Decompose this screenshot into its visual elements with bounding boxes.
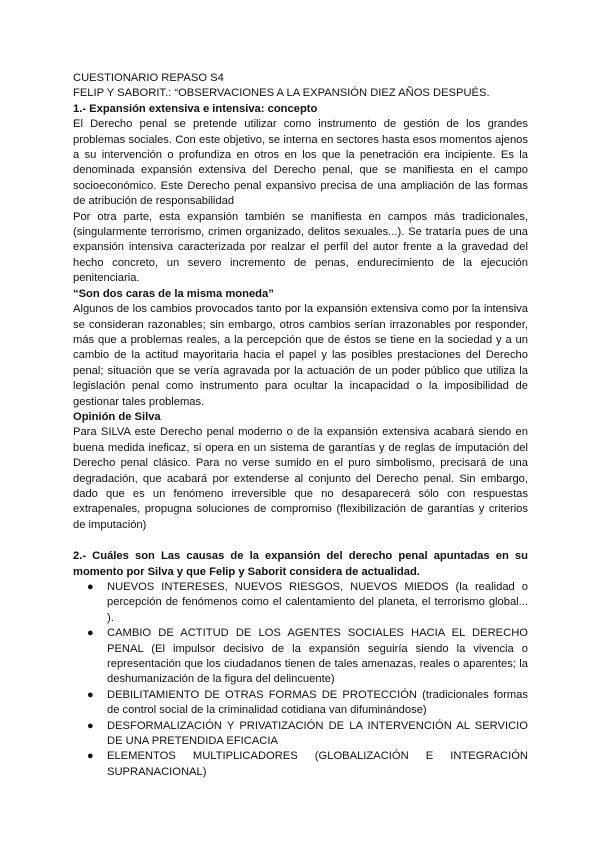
section-1-heading: 1.- Expansión extensiva e intensiva: concepto (73, 102, 318, 115)
list-item (87, 719, 528, 750)
list-item (87, 626, 528, 688)
section-2-heading: 2.- Cuáles son Las causas de la expansión del derecho penal apuntadas en su momento por Silva y que Felip y Saborit considera de actualidad. (73, 550, 528, 578)
bullet-icon: ● (87, 581, 94, 593)
section-1-paragraph-3: Algunos de los cambios provocados tanto por la expansión extensiva como por la intensiva se consideran razonables; sin embargo, otros cambios serían irrazonables por responder, más que a problemas reales, a la percepción que de éstos se tiene en la sociedad y a un cambio de la actitud mayoritaria hacia el papel y las posibles prestaciones del Derecho penal; situación que se vería agravada por la actuación de un poder público que utiliza la legislación penal como instrumento para ocultar la incapacidad o la imposibilidad de gestionar tales problemas. (73, 303, 528, 408)
list-item (87, 580, 528, 626)
list-item-text: ELEMENTOS MULTIPLICADORES (GLOBALIZACIÓN E INTEGRACIÓN SUPRANACIONAL) (107, 750, 528, 778)
list-item-text: CAMBIO DE ACTITUD DE LOS AGENTES SOCIALES HACIA EL DERECHO PENAL (El impulsor decisivo de la expansión seguiría siendo la vivencia o representación que los ciudadanos tienen de tales amenazas, reales o aparentes; la deshumanización de la figura del delincuente) (107, 627, 528, 686)
causes-list (73, 580, 528, 780)
document-title: CUESTIONARIO REPASO S4 (73, 72, 224, 84)
document-page (73, 71, 528, 780)
list-item-text: DESFORMALIZACIÓN Y PRIVATIZACIÓN DE LA INTERVENCIÓN AL SERVICIO DE UNA PRETENDIDA EFICACIA (107, 719, 528, 748)
bullet-icon: ● (87, 719, 94, 732)
list-item (87, 749, 528, 780)
section-1-subheading-silva: Opinión de Silva (73, 410, 161, 423)
section-1-subheading-two-faces: “Son dos caras de la misma moneda” (73, 287, 274, 300)
section-1-paragraph-2: Por otra parte, esta expansión también se manifiesta en campos más tradicionales, (singularmente terrorismo, crimen organizado, delitos sexuales...). Se trataría pues de una expansión intensiva caracterizada por realzar el perfil del autor frente a la gravedad del hecho concreto, un severo incremento de penas, endurecimiento de la ejecución penitenciaria. (73, 210, 528, 285)
document-subtitle: FELIP Y SABORIT.: “OBSERVACIONES A LA EXPANSIÓN DIEZ AÑOS DESPUÉS. (73, 87, 490, 100)
bullet-icon: ● (87, 750, 94, 763)
bullet-icon: ● (87, 688, 94, 701)
section-1-paragraph-4: Para SILVA este Derecho penal moderno o de la expansión extensiva acabará siendo en buena medida ineficaz, si opera en un sistema de garantías y de reglas de imputación del Derecho penal clásico. Para no verse sumido en el puro simbolismo, precisará de una degradación, que acabará por extenderse al conjunto del Derecho penal. Sin embargo, dado que es un fenómeno irreversible que no desaparecerá sólo con respuestas extrapenales, propugna soluciones de compromiso (flexibilización de garantías y criterios de imputación) (73, 426, 528, 531)
list-item (87, 688, 528, 719)
bullet-icon: ● (87, 627, 94, 640)
section-spacer (73, 533, 528, 549)
section-1-paragraph-1: El Derecho penal se pretende utilizar como instrumento de gestión de los grandes problemas sociales. Con este objetivo, se interna en sectores hasta esos momentos ajenos a su intervención o profundiza en otros en los que la penetración era incipiente. Es la denominada expansión extensiva del Derecho penal, que se manifiesta en el campo socioeconómico. Este Derecho penal expansivo precisa de una ampliación de las formas de atribución de responsabilidad (73, 118, 528, 208)
list-item-text: NUEVOS INTERESES, NUEVOS RIESGOS, NUEVOS MIEDOS (la realidad o percepción de fenómenos como el calentamiento del planeta, el terrorismo global... ). (107, 581, 528, 624)
list-item-text: DEBILITAMIENTO DE OTRAS FORMAS DE PROTECCIÓN (tradicionales formas de control social de la criminalidad cotidiana van difuminándose) (107, 688, 528, 717)
